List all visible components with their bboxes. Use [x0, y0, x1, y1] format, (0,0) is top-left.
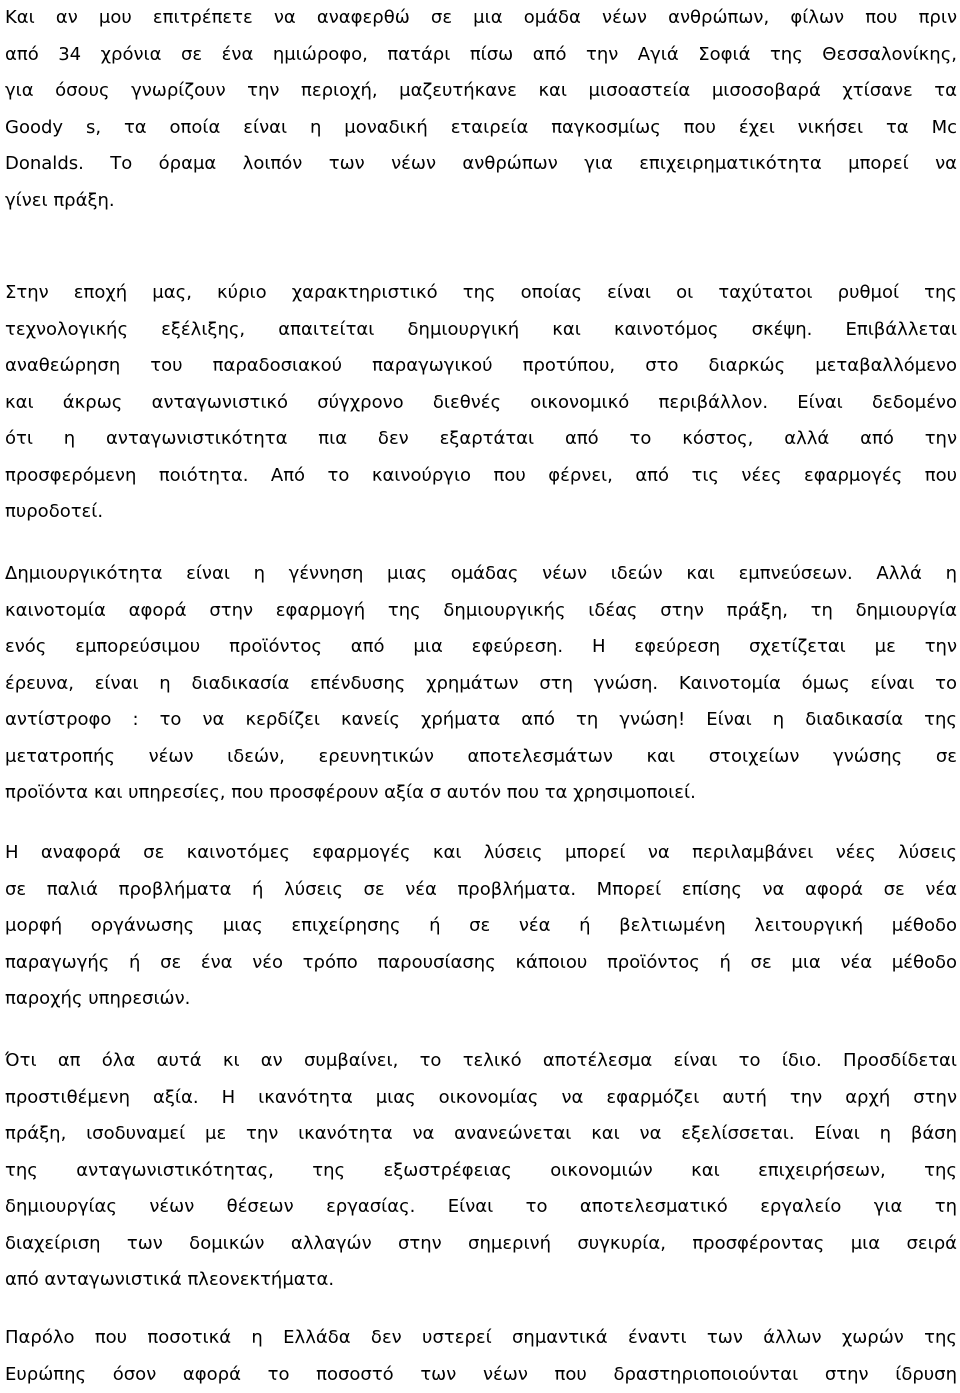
- text-line: Η αναφορά σε καινοτόμες εφαρμογές και λύσεις μπορεί να περιλαμβάνει νέες λύσεις: [5, 835, 957, 872]
- text-line: Goody s, τα οποία είναι η μοναδική εταιρεία παγκοσμίως που έχει νικήσει τα Mc: [5, 110, 957, 147]
- paragraph-greece: [5, 1320, 957, 1393]
- text-line: Παρόλο που ποσοτικά η Ελλάδα δεν υστερεί σημαντικά έναντι των άλλων χωρών της: [5, 1320, 957, 1357]
- paragraph-goodys: [5, 0, 957, 219]
- text-line: γίνει πράξη.: [5, 183, 957, 220]
- text-line: ενός εμπορεύσιμου προϊόντος από μια εφεύρεση. Η εφεύρεση σχετίζεται με την: [5, 629, 957, 666]
- text-line: μετατροπής νέων ιδεών, ερευνητικών αποτελεσμάτων και στοιχείων γνώσης σε: [5, 739, 957, 776]
- text-line: Ότι απ όλα αυτά κι αν συμβαίνει, το τελικό αποτέλεσμα είναι το ίδιο. Προσδίδεται: [5, 1043, 957, 1080]
- text-line: Donalds. Το όραμα λοιπόν των νέων ανθρώπων για επιχειρηματικότητα μπορεί να: [5, 146, 957, 183]
- text-line: δημιουργίας νέων θέσεων εργασίας. Είναι το αποτελεσματικό εργαλείο για τη: [5, 1189, 957, 1226]
- text-line: από ανταγωνιστικά πλεονεκτήματα.: [5, 1262, 957, 1299]
- text-line: τεχνολογικής εξέλιξης, απαιτείται δημιουργική και καινοτόμος σκέψη. Επιβάλλεται: [5, 312, 957, 349]
- text-line: και άκρως ανταγωνιστικό σύγχρονο διεθνές οικονομικό περιβάλλον. Είναι δεδομένο: [5, 385, 957, 422]
- text-line: έρευνα, είναι η διαδικασία επένδυσης χρημάτων στη γνώση. Καινοτομία όμως είναι το: [5, 666, 957, 703]
- text-line: από 34 χρόνια σε ένα ημιώροφο, πατάρι πίσω από την Αγιά Σοφιά της Θεσσαλονίκης,: [5, 37, 957, 74]
- text-line: της ανταγωνιστικότητας, της εξωστρέφειας οικονομιών και επιχειρήσεων, της: [5, 1153, 957, 1190]
- text-line: παροχής υπηρεσιών.: [5, 981, 957, 1018]
- paragraph-creativity: [5, 556, 957, 812]
- paragraph-added-value: [5, 1043, 957, 1299]
- text-line: σε παλιά προβλήματα ή λύσεις σε νέα προβλήματα. Μπορεί επίσης να αφορά σε νέα: [5, 872, 957, 909]
- text-line: πράξη, ισοδυναμεί με την ικανότητα να ανανεώνεται και να εξελίσσεται. Είναι η βάση: [5, 1116, 957, 1153]
- text-line: προσφερόμενη ποιότητα. Από το καινούργιο που φέρνει, από τις νέες εφαρμογές που: [5, 458, 957, 495]
- paragraph-innovative-applications: [5, 835, 957, 1018]
- text-line: παραγωγής ή σε ένα νέο τρόπο παρουσίασης κάποιου προϊόντος ή σε μια νέα μέθοδο: [5, 945, 957, 982]
- text-line: αντίστροφο : το να κερδίζει κανείς χρήματα από τη γνώση! Είναι η διαδικασία της: [5, 702, 957, 739]
- text-line: Στην εποχή μας, κύριο χαρακτηριστικό της οποίας είναι οι ταχύτατοι ρυθμοί της: [5, 275, 957, 312]
- text-line: αναθεώρηση του παραδοσιακού παραγωγικού προτύπου, στο διαρκώς μεταβαλλόμενο: [5, 348, 957, 385]
- text-line: μορφή οργάνωσης μιας επιχείρησης ή σε νέα ή βελτιωμένη λειτουργική μέθοδο: [5, 908, 957, 945]
- text-line: Δημιουργικότητα είναι η γέννηση μιας ομάδας νέων ιδεών και εμπνεύσεων. Αλλά η: [5, 556, 957, 593]
- text-line: ότι η ανταγωνιστικότητα πια δεν εξαρτάται από το κόστος, αλλά από την: [5, 421, 957, 458]
- text-line: προϊόντα και υπηρεσίες, που προσφέρουν αξία σ αυτόν που τα χρησιμοποιεί.: [5, 775, 957, 812]
- text-line: για όσους γνωρίζουν την περιοχή, μαζευτήκανε και μισοαστεία μισοσοβαρά χτίσανε τα: [5, 73, 957, 110]
- text-line: προστιθέμενη αξία. Η ικανότητα μιας οικονομίας να εφαρμόζει αυτή την αρχή στην: [5, 1080, 957, 1117]
- text-line: διαχείριση των δομικών αλλαγών στην σημερινή συγκυρία, προσφέροντας μια σειρά: [5, 1226, 957, 1263]
- paragraph-era: [5, 275, 957, 531]
- text-line: καινοτομία αφορά στην εφαρμογή της δημιουργικής ιδέας στην πράξη, τη δημιουργία: [5, 593, 957, 630]
- text-line: Ευρώπης όσον αφορά το ποσοστό των νέων που δραστηριοποιούνται στην ίδρυση: [5, 1357, 957, 1393]
- text-line: Και αν μου επιτρέπετε να αναφερθώ σε μια ομάδα νέων ανθρώπων, φίλων που πριν: [5, 0, 957, 37]
- text-line: πυροδοτεί.: [5, 494, 957, 531]
